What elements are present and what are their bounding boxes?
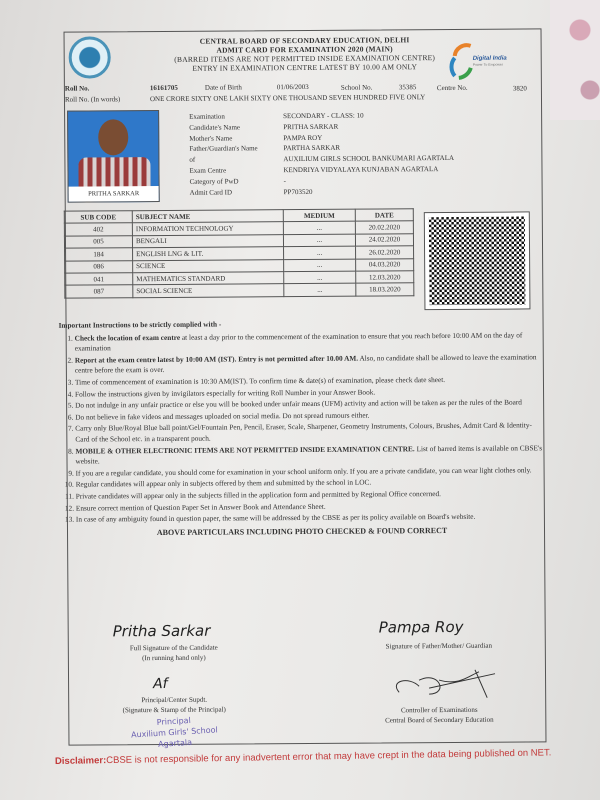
exam-date: 20.02.2020 [355, 221, 413, 234]
principal-signature-mark: Af [153, 675, 168, 693]
table-row [65, 283, 414, 298]
centre-label: Centre No. [436, 83, 468, 93]
principal-stamp: Principal Auxilium Girls' School Agartala [130, 715, 218, 749]
subjects-table [64, 208, 415, 298]
digital-india-text: Digital India [472, 55, 507, 62]
detail-value: PARTHA SARKAR [283, 144, 341, 153]
detail-label: Admit Card ID [189, 188, 233, 197]
medium: ... [284, 283, 356, 296]
principal-label: Principal/Center Supdt. (Signature & Stamp of the Principal) [122, 695, 226, 714]
floral-cloth [550, 0, 600, 120]
sub-code: 402 [64, 223, 132, 236]
school-label: School No. [340, 83, 373, 92]
roll-words: ONE CRORE SIXTY ONE LAKH SIXTY ONE THOUSAND SEVEN HUNDRED FIVE ONLY [149, 93, 426, 104]
subject-name: ENGLISH LNG & LIT. [133, 247, 284, 260]
detail-row [189, 164, 454, 177]
instruction-item: 2. Report at the exam centre latest by 10:00 AM (IST). Entry is not permitted after 10.00 AM. Also, no candidate shall be allowed to leave the examination centre before the exam is over. [75, 352, 543, 376]
medium: ... [283, 234, 355, 247]
detail-label: Exam Centre [189, 166, 227, 175]
board-name: CENTRAL BOARD OF SECONDARY EDUCATION, DELHI [199, 35, 410, 46]
instruction-item: 13. In case of any ambiguity found in question paper, the same will be addressed by the CBSE as per its policy available on Board's website. [76, 511, 544, 525]
disclaimer: Disclaimer:CBSE is not responsible for any inadvertent error that may have crept in the data being published on NET. [54, 747, 552, 767]
candidate-photo [67, 110, 160, 203]
subject-name: SCIENCE [133, 259, 284, 272]
instruction-item: 3. Time of commencement of examination is 10:30 AM(IST). To confirm time & date(s) of examination, please check date sheet. [75, 374, 543, 388]
instruction-item: 12. Ensure correct mention of Question Paper Set in Answer Book and Attendance Sheet. [76, 500, 544, 514]
admit-card [58, 28, 547, 749]
qr-code [424, 211, 531, 310]
exam-date: 26.02.2020 [356, 246, 414, 259]
instruction-item: 5. Do not indulge in any unfair practice or else you will be booked under unfair means (UFM) activity and action will be taken as per the rules of the Board [75, 397, 543, 411]
detail-label: Examination [189, 112, 225, 121]
sub-code: 087 [65, 285, 133, 298]
digital-india-tagline: Power To Empower [472, 62, 504, 67]
confirm-statement: ABOVE PARTICULARS INCLUDING PHOTO CHECKED & FOUND CORRECT [156, 525, 448, 537]
instruction-item: 6. Do not believe in fake videos and messages uploaded on social media. Do not spread rumours either. [75, 409, 543, 423]
card-header [155, 35, 455, 73]
instructions [59, 317, 545, 539]
col-subject-name: SUBJECT NAME [132, 210, 283, 223]
detail-label: of [189, 155, 196, 164]
cbse-logo [69, 36, 111, 78]
detail-value: AUXILIUM GIRLS SCHOOL BANKUMARI AGARTALA [283, 154, 455, 164]
sub-code: 041 [65, 273, 133, 286]
exam-date: 24.02.2020 [355, 234, 413, 247]
roll-words-label: Roll No. (In words) [64, 95, 121, 104]
candidate-signature: Pritha Sarkar [112, 621, 211, 641]
subject-name: SOCIAL SCIENCE [133, 284, 284, 297]
col-medium: MEDIUM [283, 209, 355, 222]
instruction-item: 11. Private candidates will appear only in the subjects filled in the application form and permitted by Regional Office concerned. [76, 488, 544, 502]
instruction-item: 9. If you are a regular candidate, you should come for examination in your school uniform only. If you are a private candidate, you can wear light clothes only. [76, 465, 544, 479]
sub-code: 005 [64, 235, 132, 248]
parent-signature: Pampa Roy [378, 617, 464, 637]
detail-row [190, 186, 455, 199]
sub-code: 086 [65, 260, 133, 273]
photo-caption: PRITHA SARKAR [69, 186, 159, 202]
exam-date: 18.03.2020 [356, 283, 414, 296]
col-sub-code: SUB CODE [64, 211, 132, 224]
detail-label: Mother's Name [189, 134, 233, 143]
instruction-item: 10. Regular candidates will appear only in subjects offered by them and submitted by the school in LOC. [76, 477, 544, 491]
dob-label: Date of Birth [204, 83, 242, 92]
instruction-item: 4. Follow the instructions given by invigilators especially for writing Roll Number in your Answer Book. [75, 386, 543, 400]
barred-note: (BARRED ITEMS ARE NOT PERMITTED INSIDE EXAMINATION CENTRE) [174, 53, 436, 64]
card-title: ADMIT CARD FOR EXAMINATION 2020 (MAIN) [216, 44, 393, 55]
instructions-title: Important Instructions to be strictly complied with - [58, 319, 222, 330]
candidate-details [189, 110, 454, 198]
medium: ... [284, 246, 356, 259]
medium: ... [283, 222, 355, 235]
medium: ... [284, 271, 356, 284]
entry-note: ENTRY IN EXAMINATION CENTRE LATEST BY 10.00 AM ONLY [192, 62, 418, 73]
detail-value: KENDRIYA VIDYALAYA KUNJABAN AGARTALA [283, 165, 439, 175]
centre-number: 3820 [512, 84, 527, 93]
roll-label: Roll No. [64, 84, 90, 93]
roll-number: 16161705 [149, 83, 178, 93]
detail-value: PAMPA ROY [283, 133, 323, 142]
exam-date: 04.03.2020 [356, 258, 414, 271]
controller-signature [389, 666, 499, 703]
medium: ... [284, 259, 356, 272]
dob-value: 01/06/2003 [276, 82, 309, 92]
subject-name: INFORMATION TECHNOLOGY [132, 222, 283, 235]
detail-label: Candidate's Name [189, 123, 241, 132]
subject-name: MATHEMATICS STANDARD [133, 272, 284, 285]
parent-signature-label: Signature of Father/Mother/ Guardian [385, 641, 493, 651]
instruction-item: 1. Check the location of exam centre at least a day prior to the commencement of the examination to ensure that you reach before 10:00 AM on the day of examination [75, 330, 543, 354]
detail-value: - [283, 176, 286, 185]
digital-india-logo [449, 42, 519, 82]
col-date: DATE [355, 209, 413, 222]
exam-date: 12.03.2020 [356, 271, 414, 284]
detail-label: Father/Guardian's Name [189, 144, 258, 154]
instruction-item: 7. Carry only Blue/Royal Blue ball point/Gel/Fountain Pen, Pencil, Eraser, Scale, Sharpener, Geometry Instruments, Colours, Brushes, Admit Card & Identity-Card of the School etc. in a transparent pouch. [75, 421, 543, 445]
candidate-signature-label: Full Signature of the Candidate (In running hand only) [129, 643, 218, 662]
sub-code: 184 [65, 248, 133, 261]
detail-value: PRITHA SARKAR [283, 122, 339, 131]
detail-label: Category of PwD [189, 177, 239, 186]
subject-name: BENGALI [132, 234, 283, 247]
school-number: 35385 [398, 83, 417, 92]
controller-label: Controller of Examinations Central Board of Secondary Education [385, 705, 494, 724]
detail-value: SECONDARY - CLASS: 10 [283, 111, 364, 121]
instruction-item: 8. MOBILE & OTHER ELECTRONIC ITEMS ARE NOT PERMITTED INSIDE EXAMINATION CENTRE. List of barred items is available on CBSE's website. [75, 443, 543, 467]
detail-value: PP703520 [283, 187, 313, 196]
